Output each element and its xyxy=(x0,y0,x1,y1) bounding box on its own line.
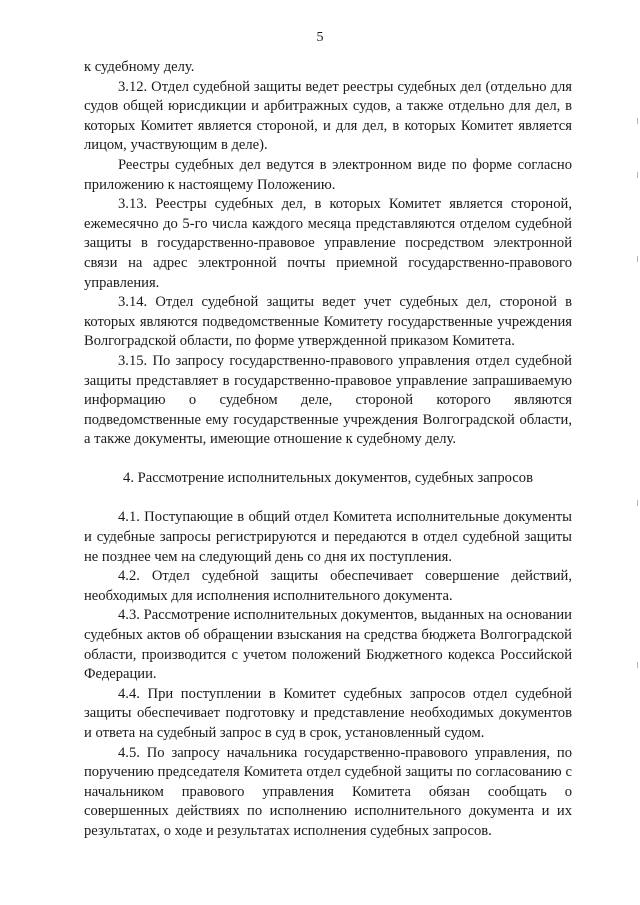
scan-edge-mark xyxy=(637,500,638,506)
scan-edge-mark xyxy=(637,172,638,178)
paragraph-3-12: 3.12. Отдел судебной защиты ведет реестры судебных дел (отдельно для судов общей юрисдикции и арбитражных судов, а также отдельно для дел, в которых Комитет является стороной, и для дел, в которых Комитет является лицом, участвующим в деле). xyxy=(84,78,572,154)
paragraph-3-12-continued: Реестры судебных дел ведутся в электронном виде по форме согласно приложению к настоящему Положению. xyxy=(84,156,572,193)
paragraph-4-4: 4.4. При поступлении в Комитет судебных запросов отдел судебной защиты обеспечивает подготовку и представление необходимых документов и ответа на судебный запрос в суд в срок, установленный судом. xyxy=(84,685,572,741)
scan-edge-mark xyxy=(637,118,638,124)
paragraph-3-13: 3.13. Реестры судебных дел, в которых Комитет является стороной, ежемесячно до 5-го числа каждого месяца представляются отделом судебной защиты в государственно-правовое управление посредством электронной связи на адрес электронной почты приемной государственно-правового управления. xyxy=(84,196,572,291)
paragraph-3-14: 3.14. Отдел судебной защиты ведет учет судебных дел, стороной в которых являются подведомственные Комитету государственные учреждения Волгоградской области, по форме утвержденной приказом Комитета. xyxy=(84,294,572,350)
document-body xyxy=(84,58,572,842)
page-number: 5 xyxy=(316,30,324,45)
section-heading-4: 4. Рассмотрение исполнительных документов, судебных запросов xyxy=(123,469,533,486)
scan-edge-mark xyxy=(637,256,638,262)
paragraph-4-2: 4.2. Отдел судебной защиты обеспечивает совершение действий, необходимых для исполнения исполнительного документа. xyxy=(84,568,572,604)
paragraph-3-15: 3.15. По запросу государственно-правового управления отдел судебной защиты представляет в государственно-правовое управление запрашиваемую информацию о судебном деле, стороной которого являются подведомственные ему государственные учреждения Волгоградской области, а также документы, имеющие отношение к судебному делу. xyxy=(84,352,572,448)
paragraph-4-5: 4.5. По запросу начальника государственно-правового управления, по поручению председателя Комитета отдел судебной защиты по согласованию с начальником правового управления Комитета обязан сообщать о совершенных действиях по исполнению исполнительного документа и их результатах, о ходе и результатах исполнения судебных запросов. xyxy=(84,744,572,839)
paragraph-4-3: 4.3. Рассмотрение исполнительных документов, выданных на основании судебных актов об обращении взыскания на средства бюджета Волгоградской области, производится с учетом положений Бюджетного кодекса Российской Федерации. xyxy=(84,607,572,683)
scan-edge-mark xyxy=(637,662,638,668)
paragraph-4-1: 4.1. Поступающие в общий отдел Комитета исполнительные документы и судебные запросы регистрируются и передаются в отдел судебной защиты не позднее чем на следующий день со дня их поступления. xyxy=(84,509,572,565)
paragraph-intro: к судебному делу. xyxy=(84,59,195,75)
